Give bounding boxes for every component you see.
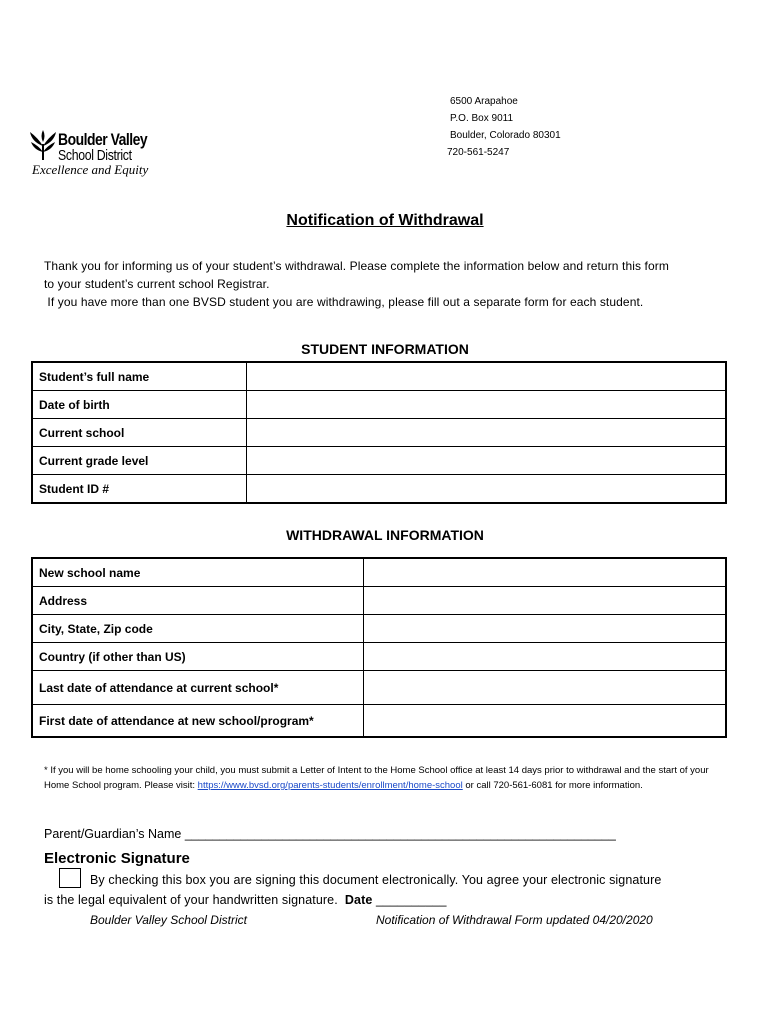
table-row: [32, 705, 726, 738]
withdrawal-info-table: [31, 557, 727, 738]
table-row: [32, 475, 726, 504]
student-full-name-input[interactable]: [246, 362, 726, 391]
table-row: [32, 643, 726, 671]
date-label: Date: [344, 893, 373, 907]
intro-text: [44, 257, 669, 311]
new-school-name-input[interactable]: [363, 558, 726, 587]
field-label: Current grade level: [32, 447, 246, 475]
current-school-input[interactable]: [246, 419, 726, 447]
table-row: [32, 447, 726, 475]
city-state-zip-input[interactable]: [363, 615, 726, 643]
district-logo: [28, 128, 168, 178]
field-label: Student ID #: [32, 475, 246, 504]
field-label: Date of birth: [32, 391, 246, 419]
field-label: First date of attendance at new school/program*: [32, 705, 363, 738]
first-attendance-date-input[interactable]: [363, 705, 726, 738]
logo-tagline: Excellence and Equity: [32, 162, 149, 177]
footer-district: Boulder Valley School District: [90, 913, 247, 927]
field-label: City, State, Zip code: [32, 615, 363, 643]
address-phone: 720-561-5247: [447, 147, 510, 158]
last-attendance-date-input[interactable]: [363, 671, 726, 705]
intro-line: If you have more than one BVSD student you are withdrawing, please fill out a separate form for each student.: [44, 295, 644, 309]
table-row: [32, 615, 726, 643]
date-field[interactable]: __________: [372, 893, 447, 907]
home-school-link[interactable]: https://www.bvsd.org/parents-students/enrollment/home-school: [197, 780, 463, 791]
field-label: Student’s full name: [32, 362, 246, 391]
field-label: Address: [32, 587, 363, 615]
logo-leaf-icon: [28, 130, 58, 162]
electronic-signature-heading: Electronic Signature: [44, 850, 190, 867]
page-title: Notification of Withdrawal: [286, 212, 484, 229]
table-row: [32, 558, 726, 587]
logo-name-line1: Boulder Valley: [58, 130, 148, 149]
withdrawal-section-title: WITHDRAWAL INFORMATION: [286, 527, 484, 543]
student-id-input[interactable]: [246, 475, 726, 504]
table-row: [32, 419, 726, 447]
note-text: or call 720-561-6081 for more information.: [462, 780, 643, 791]
district-address: [447, 93, 561, 161]
table-row: [32, 671, 726, 705]
field-label: Last date of attendance at current school*: [32, 671, 363, 705]
current-grade-level-input[interactable]: [246, 447, 726, 475]
signature-checkbox[interactable]: [59, 868, 81, 888]
table-row: [32, 362, 726, 391]
parent-guardian-name-field[interactable]: Parent/Guardian’s Name ______________________________________________________________: [44, 827, 616, 841]
country-input[interactable]: [363, 643, 726, 671]
intro-line: to your student’s current school Registrar.: [44, 277, 270, 291]
home-school-note: [44, 763, 734, 793]
address-input[interactable]: [363, 587, 726, 615]
table-row: [32, 391, 726, 419]
address-line: Boulder, Colorado 80301: [450, 130, 561, 141]
address-line: P.O. Box 9011: [450, 113, 514, 124]
signature-statement-text: is the legal equivalent of your handwritten signature.: [44, 893, 345, 907]
signature-statement-cont: [44, 893, 447, 907]
address-line: 6500 Arapahoe: [450, 96, 518, 107]
signature-statement: By checking this box you are signing this document electronically. You agree your electronic signature: [90, 873, 662, 887]
student-section-title: STUDENT INFORMATION: [301, 341, 469, 357]
intro-line: Thank you for informing us of your student’s withdrawal. Please complete the information below and return this form: [44, 259, 669, 273]
footer-form-version: Notification of Withdrawal Form updated 04/20/2020: [376, 913, 653, 927]
field-label: Current school: [32, 419, 246, 447]
student-info-table: [31, 361, 727, 504]
logo-name-line2: School District: [58, 147, 132, 164]
field-label: Country (if other than US): [32, 643, 363, 671]
field-label: New school name: [32, 558, 363, 587]
note-text: * If you will be home schooling your child, you must submit a Letter of Intent to the Home School office at least 14 days prior to withdrawal and the start of your Home School program. Please visit:: [44, 765, 709, 791]
table-row: [32, 587, 726, 615]
date-of-birth-input[interactable]: [246, 391, 726, 419]
